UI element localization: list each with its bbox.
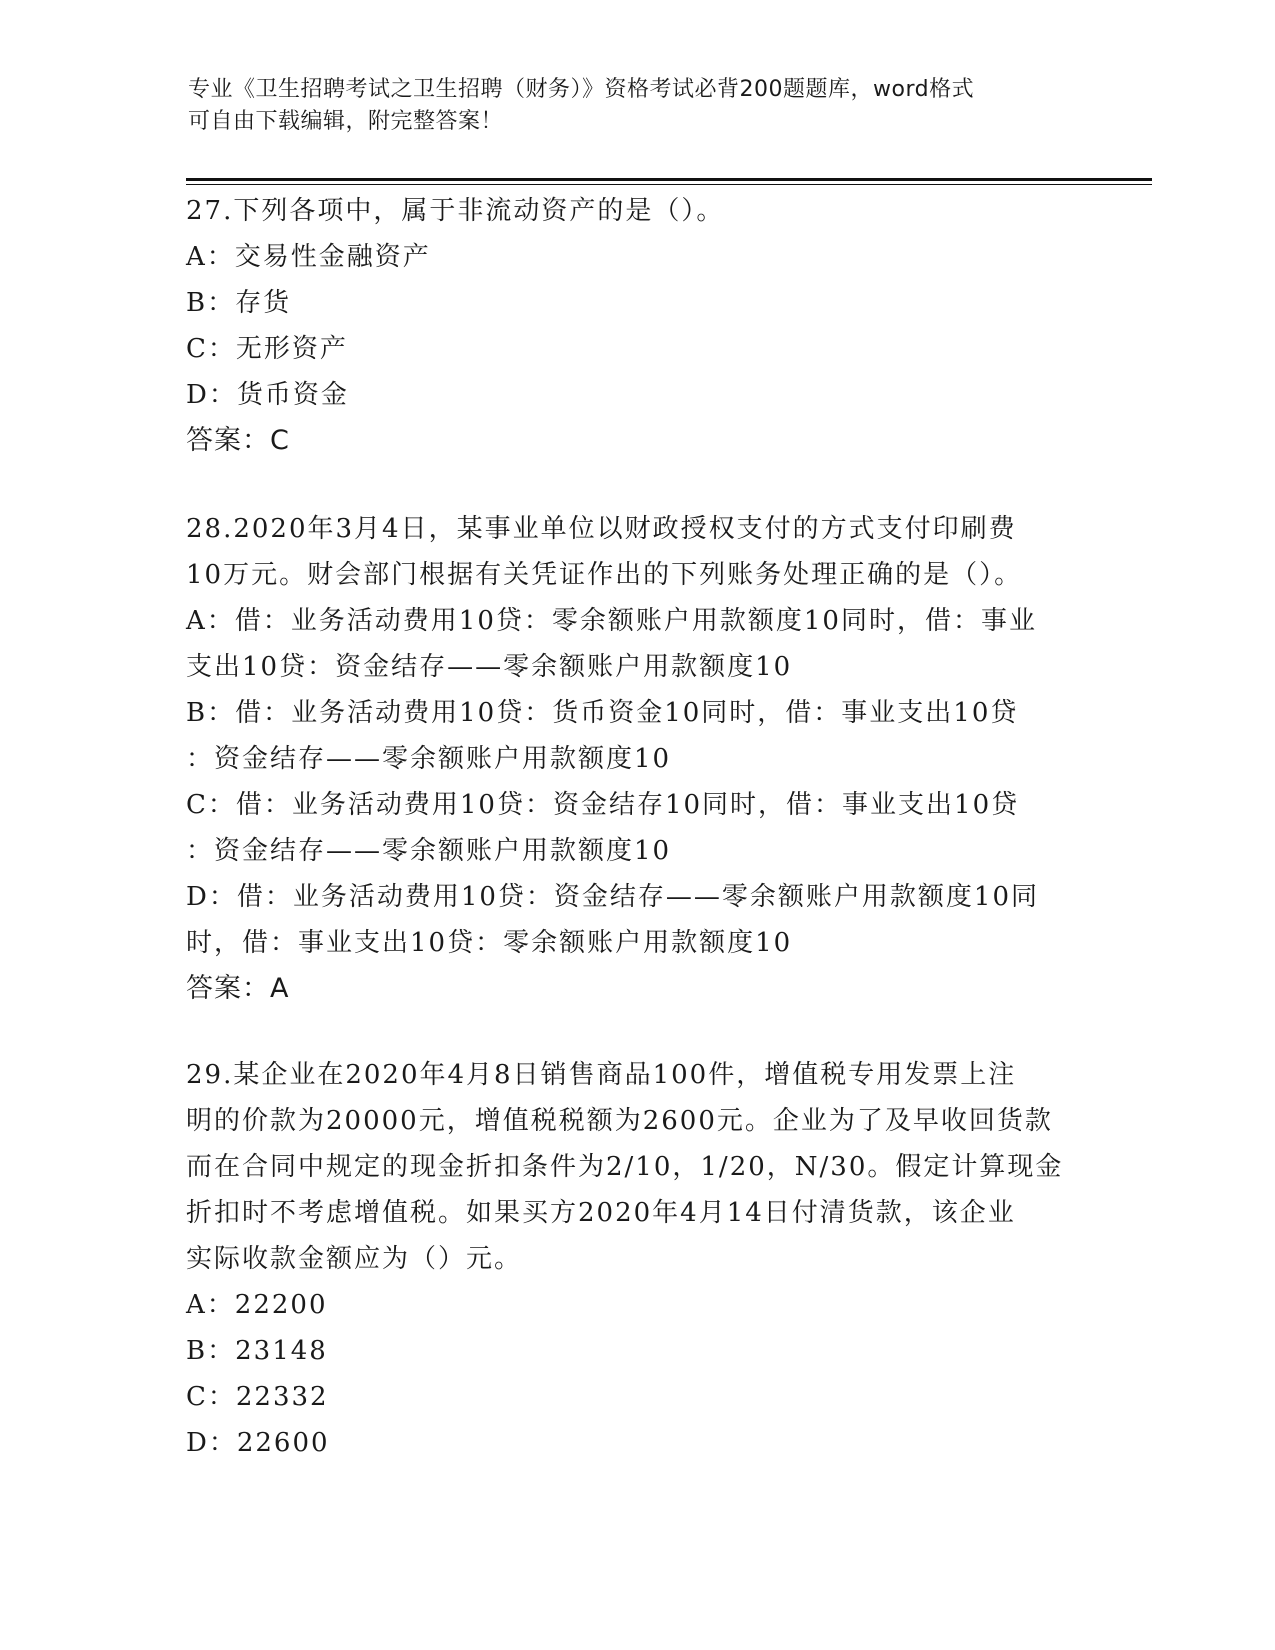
question-29-option-b: B：23148 (186, 1336, 328, 1366)
question-27-option-d: D：货币资金 (186, 380, 349, 410)
question-27-stem: 27.下列各项中，属于非流动资产的是（）。 (186, 196, 725, 226)
question-28-answer: 答案：A (186, 973, 290, 1004)
question-29-option-d: D：22600 (186, 1428, 330, 1458)
header-line-2: 可自由下载编辑，附完整答案！ (188, 109, 504, 134)
question-27 (186, 188, 1086, 464)
question-28-stem-line-1: 28.2020年3月4日，某事业单位以财政授权支付的方式支付印刷费 (186, 514, 1017, 544)
question-28-option-b-line-2: ：资金结存——零余额账户用款额度10 (186, 744, 672, 774)
question-28-option-b-line-1: B：借：业务活动费用10贷：货币资金10同时，借：事业支出10贷 (186, 698, 1019, 728)
question-28-option-a-line-2: 支出10贷：资金结存——零余额账户用款额度10 (186, 652, 793, 682)
question-27-option-c: C：无形资产 (186, 334, 348, 364)
header-rule-thin (186, 184, 1152, 185)
question-29-option-a: A：22200 (186, 1290, 328, 1320)
question-29-stem-line-5: 实际收款金额应为（）元。 (186, 1244, 523, 1274)
question-28 (186, 506, 1086, 1012)
question-29-stem-line-2: 明的价款为20000元，增值税税额为2600元。企业为了及早收回货款 (186, 1106, 1053, 1136)
question-28-option-c-line-1: C：借：业务活动费用10贷：资金结存10同时，借：事业支出10贷 (186, 790, 1020, 820)
question-29 (186, 1052, 1086, 1466)
question-29-stem-line-3: 而在合同中规定的现金折扣条件为2/10，1/20，N/30。假定计算现金 (186, 1152, 1064, 1182)
question-27-answer: 答案：C (186, 425, 290, 456)
question-28-stem-line-2: 10万元。财会部门根据有关凭证作出的下列账务处理正确的是（）。 (186, 560, 1023, 590)
question-28-option-d-line-1: D：借：业务活动费用10贷：资金结存——零余额账户用款额度10同 (186, 882, 1040, 912)
document-header (188, 74, 1068, 138)
question-28-option-a-line-1: A：借：业务活动费用10贷：零余额账户用款额度10同时，借：事业 (186, 606, 1037, 636)
question-27-option-a: A：交易性金融资产 (186, 242, 431, 272)
header-line-1: 专业《卫生招聘考试之卫生招聘（财务）》资格考试必背200题题库，word格式 (188, 77, 975, 102)
question-28-option-c-line-2: ：资金结存——零余额账户用款额度10 (186, 836, 672, 866)
header-rule-thick (186, 178, 1152, 181)
question-29-stem-line-4: 折扣时不考虑增值税。如果买方2020年4月14日付清货款，该企业 (186, 1198, 1016, 1228)
question-29-stem-line-1: 29.某企业在2020年4月8日销售商品100件，增值税专用发票上注 (186, 1060, 1017, 1090)
question-28-option-d-line-2: 时，借：事业支出10贷：零余额账户用款额度10 (186, 928, 793, 958)
question-29-option-c: C：22332 (186, 1382, 329, 1412)
question-27-option-b: B：存货 (186, 288, 292, 318)
